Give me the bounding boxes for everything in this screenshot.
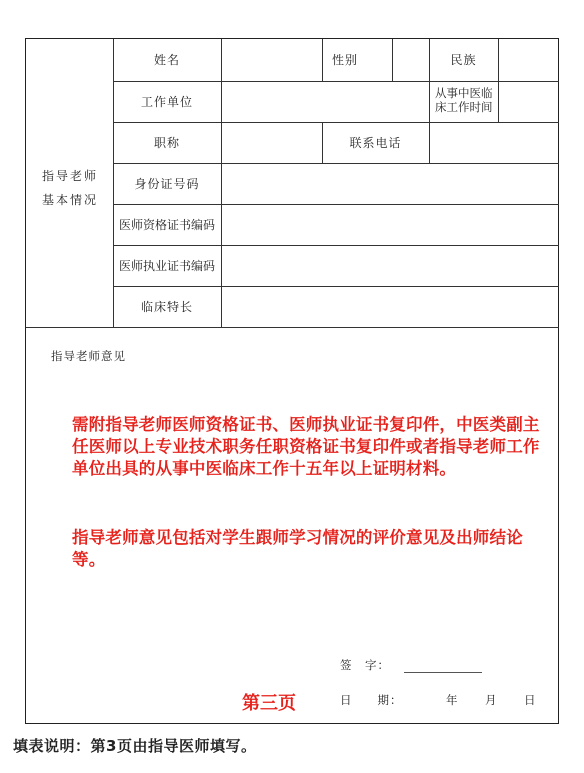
section-divider: [26, 327, 559, 328]
title-label: 职称: [153, 136, 180, 150]
workplace-field[interactable]: [226, 84, 424, 120]
row-divider: [113, 163, 559, 164]
clinical-time-line1: 从事中医临: [435, 86, 493, 100]
opinion-label: 指导老师意见: [51, 349, 126, 363]
day-label: 日: [524, 693, 537, 707]
month-label: 月: [485, 693, 498, 707]
row-divider: [113, 286, 559, 287]
phone-field[interactable]: [432, 125, 556, 161]
workplace-label: 工作单位: [140, 95, 193, 109]
practice-label: 医师执业证书编码: [118, 259, 215, 273]
row-divider: [113, 122, 559, 123]
row-divider: [113, 204, 559, 205]
requirement-note: 需附指导老师医师资格证书、医师执业证书复印件，中医类副主任医师以上专业技术职务任职资格证书复印件或者指导老师工作单位出具的从事中医临床工作十五年以上证明材料。: [72, 415, 540, 478]
ethnicity-label: 民族: [450, 53, 477, 67]
qualification-label: 医师资格证书编码: [118, 218, 215, 232]
form-instruction-footnote: 填表说明：第3页由指导医师填写。: [13, 737, 257, 755]
col-divider: [221, 39, 222, 327]
section-label: [26, 164, 114, 212]
name-label: 姓名: [153, 53, 180, 67]
col-divider: [498, 39, 499, 81]
date-label: 日 期：: [340, 693, 403, 707]
gender-field[interactable]: [394, 42, 427, 78]
id-label: 身份证号码: [134, 177, 200, 191]
clinical-time-line2: 床工作时间: [435, 100, 493, 114]
col-divider: [392, 39, 393, 81]
title-field[interactable]: [226, 125, 318, 161]
year-label: 年: [446, 693, 459, 707]
opinion-instruction-note: 指导老师意见包括对学生跟师学习情况的评价意见及出师结论等。: [72, 528, 523, 569]
gender-label: 性别: [332, 53, 359, 67]
qualification-field[interactable]: [226, 207, 556, 243]
form-table: [25, 38, 559, 724]
signature-label: 签 字：: [340, 658, 390, 672]
signature-line[interactable]: [404, 672, 482, 673]
row-divider: [113, 81, 559, 82]
practice-field[interactable]: [226, 248, 556, 284]
section-label-line1: 指导老师: [41, 169, 98, 183]
page-number-tag: 第三页: [242, 693, 296, 714]
ethnicity-field[interactable]: [501, 42, 556, 78]
row-divider: [113, 245, 559, 246]
clinical-time-field[interactable]: [501, 84, 556, 120]
section-label-line2: 基本情况: [41, 193, 98, 207]
specialty-field[interactable]: [226, 289, 556, 325]
col-divider: [498, 81, 499, 122]
phone-label: 联系电话: [349, 136, 402, 150]
col-divider: [322, 39, 323, 81]
col-divider: [429, 122, 430, 163]
clinical-time-label: [435, 86, 493, 114]
name-field[interactable]: [226, 42, 318, 78]
specialty-label: 临床特长: [140, 300, 193, 314]
id-field[interactable]: [226, 166, 556, 202]
